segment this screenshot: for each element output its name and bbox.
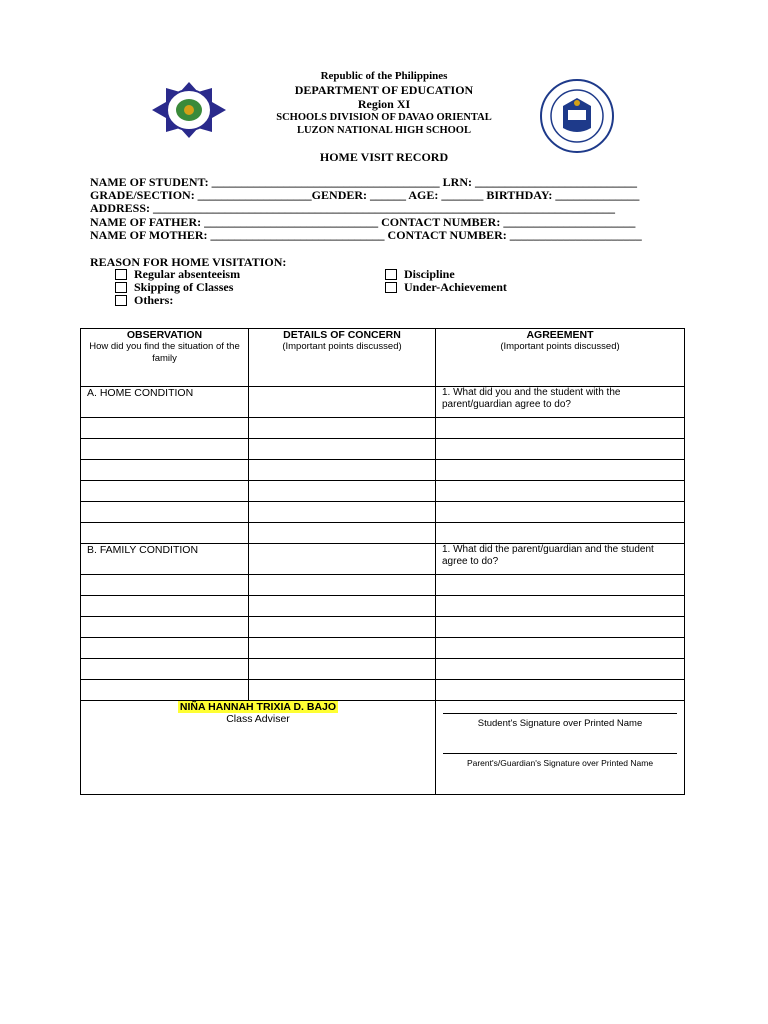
adviser-block xyxy=(81,701,436,795)
field-grade-section[interactable]: GRADE/SECTION: ___________________GENDER: ______ AGE: _______ BIRTHDAY: ______________ xyxy=(90,188,640,203)
header-division: SCHOOLS DIVISION OF DAVAO ORIENTAL xyxy=(276,112,492,123)
table-cell[interactable] xyxy=(436,439,685,460)
table-row[interactable] xyxy=(81,617,685,638)
field-student-name[interactable]: NAME OF STUDENT: ______________________________________ LRN: ___________________________ xyxy=(90,175,638,189)
checkbox[interactable] xyxy=(115,282,127,293)
table-row[interactable] xyxy=(81,575,685,596)
table-cell[interactable] xyxy=(81,680,249,701)
field-address[interactable]: ADDRESS: _____________________________________________________________________________ xyxy=(90,201,616,216)
header-details: DETAILS OF CONCERN (Important points discussed) xyxy=(249,329,436,387)
table-cell[interactable] xyxy=(436,659,685,680)
form-title: HOME VISIT RECORD xyxy=(319,150,449,164)
table-cell[interactable] xyxy=(436,523,685,544)
field-father[interactable]: NAME OF FATHER: _____________________________ CONTACT NUMBER: ______________________ xyxy=(90,214,636,229)
table-header-row xyxy=(81,329,685,387)
header-observation: OBSERVATION How did you find the situation of the family xyxy=(81,329,249,387)
table-cell[interactable] xyxy=(249,617,436,638)
table-row[interactable] xyxy=(81,523,685,544)
header-region: Region XI xyxy=(357,97,411,111)
student-signature-label: Student's Signature over Printed Name xyxy=(477,718,643,729)
parent-signature-label: Parent's/Guardian's Signature over Printed Name xyxy=(466,758,654,768)
student-info-fields xyxy=(90,176,642,242)
table-cell[interactable] xyxy=(249,638,436,659)
adviser-name: NIÑA HANNAH TRIXIA D. BAJO xyxy=(179,701,337,713)
signature-block xyxy=(436,701,685,795)
table-cell[interactable] xyxy=(81,638,249,659)
table-row[interactable] xyxy=(81,460,685,481)
table-row[interactable] xyxy=(81,387,685,418)
field-mother[interactable]: NAME OF MOTHER: _____________________________ CONTACT NUMBER: ______________________ xyxy=(90,227,642,242)
option-discipline[interactable]: Discipline xyxy=(385,268,455,281)
reason-title: REASON FOR HOME VISITATION: xyxy=(90,255,287,269)
table-cell[interactable] xyxy=(249,544,436,575)
table-cell[interactable] xyxy=(81,617,249,638)
section-home-condition: A. HOME CONDITION xyxy=(81,387,249,418)
student-signature-line[interactable] xyxy=(443,701,677,714)
table-cell[interactable] xyxy=(81,596,249,617)
table-cell[interactable] xyxy=(81,460,249,481)
table-cell[interactable] xyxy=(436,638,685,659)
table-cell[interactable] xyxy=(81,418,249,439)
table-row[interactable] xyxy=(81,596,685,617)
table-row[interactable] xyxy=(81,481,685,502)
table-cell[interactable] xyxy=(436,596,685,617)
option-regular-absenteeism[interactable]: Regular absenteeism xyxy=(115,268,240,281)
table-row[interactable] xyxy=(81,418,685,439)
checkbox[interactable] xyxy=(115,295,127,306)
option-others[interactable]: Others: xyxy=(115,294,173,307)
table-cell[interactable] xyxy=(436,460,685,481)
table-cell[interactable] xyxy=(249,387,436,418)
table-row[interactable] xyxy=(81,502,685,523)
table-cell[interactable] xyxy=(249,596,436,617)
table-row[interactable] xyxy=(81,439,685,460)
signature-row xyxy=(81,701,685,795)
agreement-question-a: 1. What did you and the student with the parent/guardian agree to do? xyxy=(436,387,685,418)
table-cell[interactable] xyxy=(81,659,249,680)
agreement-question-b: 1. What did the parent/guardian and the student agree to do? xyxy=(436,544,685,575)
table-cell[interactable] xyxy=(81,439,249,460)
table-cell[interactable] xyxy=(249,460,436,481)
table-cell[interactable] xyxy=(81,523,249,544)
table-row[interactable] xyxy=(81,659,685,680)
option-under-achievement[interactable]: Under-Achievement xyxy=(385,281,507,294)
table-cell[interactable] xyxy=(249,481,436,502)
document-header xyxy=(0,70,768,137)
table-row[interactable] xyxy=(81,638,685,659)
option-skipping-classes[interactable]: Skipping of Classes xyxy=(115,281,233,294)
header-agreement: AGREEMENT (Important points discussed) xyxy=(436,329,685,387)
table-cell[interactable] xyxy=(436,481,685,502)
table-cell[interactable] xyxy=(81,575,249,596)
table-cell[interactable] xyxy=(249,439,436,460)
table-cell[interactable] xyxy=(81,502,249,523)
parent-signature-line[interactable] xyxy=(443,741,677,754)
table-cell[interactable] xyxy=(249,680,436,701)
header-department: DEPARTMENT OF EDUCATION xyxy=(294,83,474,97)
checkbox[interactable] xyxy=(385,269,397,280)
checkbox[interactable] xyxy=(115,269,127,280)
table-cell[interactable] xyxy=(436,575,685,596)
home-visit-table xyxy=(80,328,685,795)
table-row[interactable] xyxy=(81,544,685,575)
checkbox[interactable] xyxy=(385,282,397,293)
adviser-role: Class Adviser xyxy=(226,713,290,725)
table-cell[interactable] xyxy=(249,659,436,680)
header-school: LUZON NATIONAL HIGH SCHOOL xyxy=(297,125,471,136)
table-cell[interactable] xyxy=(249,575,436,596)
table-cell[interactable] xyxy=(249,523,436,544)
table-cell[interactable] xyxy=(436,418,685,439)
table-cell[interactable] xyxy=(436,680,685,701)
table-cell[interactable] xyxy=(249,502,436,523)
table-cell[interactable] xyxy=(436,502,685,523)
section-family-condition: B. FAMILY CONDITION xyxy=(81,544,249,575)
table-cell[interactable] xyxy=(249,418,436,439)
table-cell[interactable] xyxy=(81,481,249,502)
header-republic: Republic of the Philippines xyxy=(320,70,448,82)
table-cell[interactable] xyxy=(436,617,685,638)
table-row[interactable] xyxy=(81,680,685,701)
